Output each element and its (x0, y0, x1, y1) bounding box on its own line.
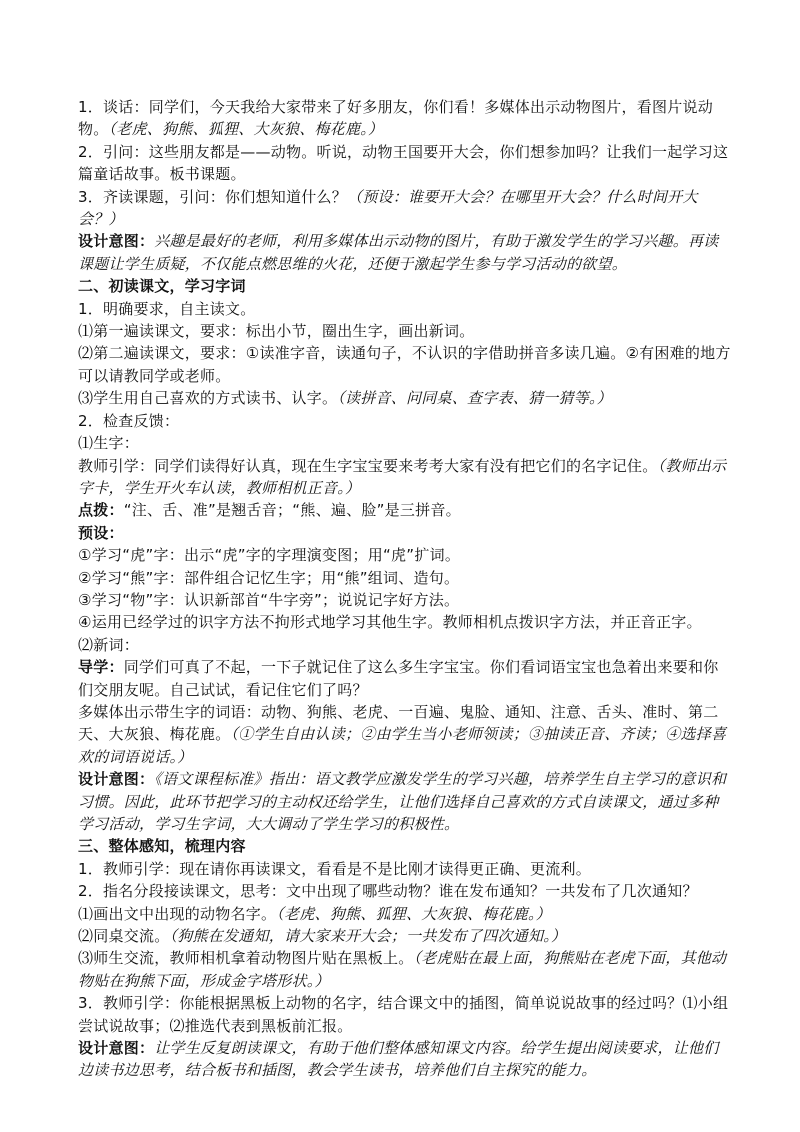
paragraph (78, 544, 732, 566)
paragraph (78, 387, 732, 409)
bold-label: 设计意图： (78, 770, 155, 789)
paragraph (78, 230, 732, 275)
body-text: 2．引问：这些朋友都是——动物。听说，动物王国要开大会，你们想参加吗？让我们一起学习这篇童话故事。板书课题。 (78, 142, 729, 184)
paragraph (78, 410, 732, 432)
bold-label: 二、初读课文，学习字词 (78, 277, 246, 296)
paragraph (78, 992, 732, 1037)
body-text: ④运用已经学过的识字方法不拘形式地学习其他生字。教师相机点拨识字方法，并正音正字。 (78, 613, 702, 632)
body-text: ⑴画出文中出现的动物名字。 (78, 904, 277, 923)
paragraph (78, 634, 732, 656)
body-text: “注、舌、准”是翘舌音；“熊、遍、脸”是三拼音。 (123, 501, 461, 520)
bold-label: 设计意图： (78, 1039, 155, 1058)
paragraph (78, 522, 732, 544)
paragraph (78, 768, 732, 835)
body-text: ⑵新词： (78, 635, 140, 654)
bold-label: 设计意图： (78, 232, 155, 251)
body-text: ⑶师生交流，教师相机拿着动物图片贴在黑板上。 (78, 949, 414, 968)
paragraph (78, 298, 732, 320)
bold-label: 预设： (78, 523, 124, 542)
paragraph (78, 589, 732, 611)
body-text: ①学习“虎”字：出示“虎”字的字理演变图；用“虎”扩词。 (78, 546, 461, 565)
paragraph (78, 141, 732, 186)
body-text: 教师引学：同学们读得好认真，现在生字宝宝要来考考大家有没有把它们的名字记住。 (78, 456, 658, 475)
body-text: 3．教师引学：你能根据黑板上动物的名字，结合课文中的插图，简单说说故事的经过吗？⑴小组尝试说故事；⑵推选代表到黑板前汇报。 (78, 994, 729, 1035)
paragraph (78, 656, 732, 701)
note-text: （教师出示字卡，学生开火车认读，教师相机正音。） (78, 456, 727, 497)
paragraph (78, 880, 732, 902)
body-text: 多媒体出示带生字的词语：动物、狗熊、老虎、一百遍、鬼脸、通知、注意、舌头、准时、第二天、大灰狼、梅花鹿。 (78, 702, 719, 744)
body-text: ⑵第二遍读课文，要求：①读准字音，读通句子，不认识的字借助拼音多读几遍。②有困难的地方可以请教同学或老师。 (78, 344, 731, 385)
paragraph (78, 858, 732, 880)
note-text: （狗熊在发通知，请大家来开大会；一共发布了四次通知。） (169, 927, 567, 946)
body-text: ⑶学生用自己喜欢的方式读书、认字。 (78, 389, 338, 408)
body-text: 同学们可真了不起，一下子就记住了这么多生字宝宝。你们看词语宝宝也急着出来要和你们交朋友呢。自己试试，看记住它们了吗？ (78, 658, 719, 699)
body-text: 2．检查反馈： (78, 411, 180, 430)
paragraph (78, 903, 732, 925)
body-text: 1．教师引学：现在请你再读课文，看看是不是比刚才读得更正确、更流利。 (78, 859, 592, 878)
note-text: 《语文课程标准》指出：语文教学应激发学生的学习兴趣，培养学生自主学习的意识和习惯。因此，此环节把学习的主动权还给学生，让他们选择自己喜欢的方式自读课文，通过多种学习活动，学习生字词，大大调动了学生学习的积极性。 (78, 770, 727, 833)
note-text: （①学生自由认读；②由学生当小老师领读；③抽读正音、齐读；④选择喜欢的词语说话。） (78, 725, 727, 766)
note-text: （预设：谁要开大会？在哪里开大会？什么时间开大会？） (78, 187, 698, 229)
paragraph (78, 432, 732, 454)
paragraph (78, 611, 732, 633)
document-body (78, 96, 732, 1082)
body-text: 3．齐读课题，引问：你们想知道什么？ (78, 187, 348, 206)
paragraph (78, 1037, 732, 1082)
bold-label: 三、整体感知，梳理内容 (78, 837, 246, 856)
body-text: ②学习“熊”字：部件组合记忆生字；用“熊”组词、造句。 (78, 568, 460, 587)
paragraph (78, 947, 732, 992)
paragraph (78, 342, 732, 387)
body-text: 2．指名分段接读课文，思考：文中出现了哪些动物？谁在发布通知？一共发布了几次通知？ (78, 882, 698, 901)
bold-label: 导学： (78, 658, 124, 677)
body-text: ⑴第一遍读课文，要求：标出小节，圈出生字，画出新词。 (78, 322, 475, 341)
note-text: （老虎贴在最上面，狗熊贴在老虎下面，其他动物贴在狗熊下面，形成金字塔形状。） (78, 949, 727, 990)
paragraph (78, 455, 732, 500)
paragraph (78, 186, 732, 231)
paragraph (78, 567, 732, 589)
note-text: （老虎、狗熊、狐狸、大灰狼、梅花鹿。） (276, 904, 552, 923)
paragraph (78, 499, 732, 521)
note-text: （读拼音、问同桌、查字表、猜一猜等。） (337, 389, 613, 408)
paragraph (78, 835, 732, 857)
body-text: ⑴生字： (78, 434, 140, 453)
paragraph (78, 275, 732, 297)
note-text: 兴趣是最好的老师，利用多媒体出示动物的图片，有助于激发学生的学习兴趣。再读课题让学生质疑，不仅能点燃思维的火花，还便于激起学生参与学习活动的欲望。 (78, 232, 719, 273)
bold-label: 点拨： (78, 501, 124, 520)
paragraph (78, 701, 732, 768)
paragraph (78, 320, 732, 342)
note-text: 让学生反复朗读课文，有助于他们整体感知课文内容。给学生提出阅读要求，让他们边读书边思考，结合板书和插图，教会学生读书，培养他们自主探究的能力。 (78, 1039, 719, 1080)
body-text: 1．谈话：同学们，今天我给大家带来了好多朋友，你们看！多媒体出示动物图片，看图片说动物。 (78, 98, 714, 139)
paragraph (78, 96, 732, 141)
body-text: 1．明确要求，自主读文。 (78, 299, 256, 318)
body-text: ⑵同桌交流。 (78, 927, 170, 946)
paragraph (78, 925, 732, 947)
body-text: ③学习“物”字：认识新部首“牛字旁”；说说记字好方法。 (78, 590, 460, 609)
note-text: （老虎、狗熊、狐狸、大灰狼、梅花鹿。） (108, 120, 384, 139)
